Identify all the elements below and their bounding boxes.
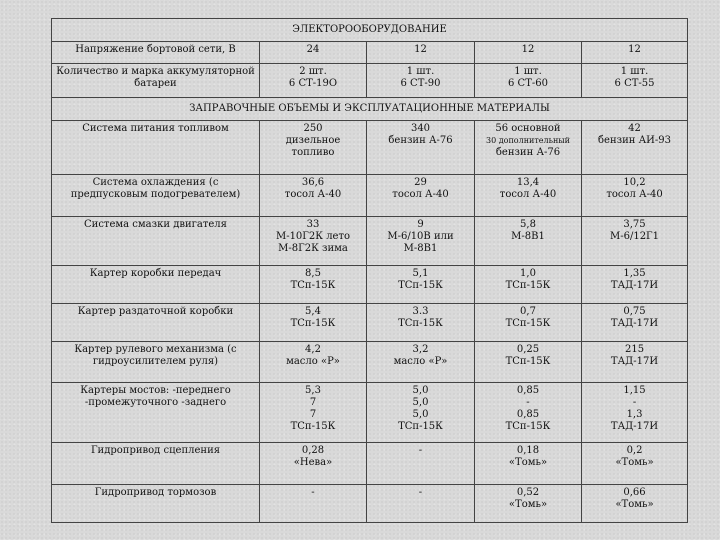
cell-line: 36,6: [301, 177, 325, 188]
cell-line: 24: [306, 44, 320, 55]
row-label: Система питания топливом: [52, 121, 260, 175]
section-title-electrical: ЭЛЕКТОРООБОРУДОВАНИЕ: [52, 19, 688, 42]
table-cell: [582, 42, 688, 64]
table-cell: [582, 64, 688, 98]
cell-line: М-8В1: [403, 243, 438, 254]
table-cell: [260, 175, 367, 217]
cell-line: М-6/10В или: [387, 231, 454, 242]
cell-line: -: [311, 487, 315, 498]
table-cell: [475, 342, 582, 383]
table-cell: [475, 266, 582, 304]
cell-line: 0,52: [516, 487, 540, 498]
cell-line: «Томь»: [508, 457, 548, 468]
table-row: [52, 266, 688, 304]
cell-line: тосол А-40: [606, 189, 663, 200]
cell-line: ТСп-15К: [505, 280, 551, 291]
table-cell: [367, 266, 475, 304]
row-label: Количество и марка аккумуляторной батареи: [52, 64, 260, 98]
table-cell: [260, 64, 367, 98]
table-row: [52, 443, 688, 485]
cell-line: ТАД-17И: [610, 318, 659, 329]
table-cell: [260, 266, 367, 304]
cell-line: 29: [414, 177, 427, 188]
table-cell: [260, 383, 367, 443]
table-cell: [260, 443, 367, 485]
cell-line: 56 основной: [495, 123, 561, 134]
cell-line: ТАД-17И: [610, 421, 659, 432]
table-cell: [475, 42, 582, 64]
cell-line: ТСп-15К: [290, 280, 336, 291]
cell-line: 13,4: [516, 177, 540, 188]
cell-line: 250: [303, 123, 323, 134]
row-label: Система охлаждения (с предпусковым подогревателем): [52, 175, 260, 217]
cell-line: ТСп-15К: [398, 421, 443, 432]
table-row: [52, 342, 688, 383]
cell-line: 42: [628, 123, 641, 134]
table-cell: [367, 342, 475, 383]
table-cell: [582, 383, 688, 443]
cell-line: 12: [628, 44, 641, 55]
table-cell: [582, 175, 688, 217]
cell-line: 3,75: [623, 219, 646, 230]
cell-line: 6 СТ-19О: [288, 78, 338, 89]
cell-line: 1 шт.: [406, 66, 435, 77]
cell-line: М-6/12Г1: [609, 231, 660, 242]
cell-line: ТАД-17И: [610, 356, 659, 367]
table-cell: [367, 443, 475, 485]
table-cell: [260, 217, 367, 266]
spec-table: [51, 18, 688, 523]
table-cell: [367, 64, 475, 98]
table-cell: [367, 383, 475, 443]
cell-line: бензин А-76: [495, 147, 561, 158]
cell-line: 340: [410, 123, 431, 134]
table-cell: [367, 485, 475, 523]
table-cell: [582, 266, 688, 304]
cell-line: 5,0: [412, 397, 429, 408]
cell-line: 6 СТ-60: [508, 78, 548, 89]
cell-line: «Томь»: [615, 499, 654, 510]
cell-line: 3,2: [412, 344, 429, 355]
cell-line: 1 шт.: [514, 66, 542, 77]
table-row: [52, 42, 688, 64]
cell-line: М-8Г2К зима: [278, 243, 348, 254]
cell-line: 33: [306, 219, 320, 230]
cell-line: ТСп-15К: [290, 421, 336, 432]
cell-line: 0,18: [516, 445, 540, 456]
table-row: [52, 64, 688, 98]
cell-line: 0,28: [301, 445, 325, 456]
cell-line: 5,4: [305, 306, 321, 317]
table-cell: [367, 217, 475, 266]
cell-line: -: [526, 397, 530, 408]
cell-line: 0,85: [516, 409, 540, 420]
cell-line: масло «Р»: [393, 356, 448, 367]
cell-line: 2 шт.: [299, 66, 327, 77]
cell-line: 12: [521, 44, 535, 55]
table-cell: [367, 175, 475, 217]
cell-line: дизельное топливо: [285, 135, 341, 158]
cell-line: 10,2: [623, 177, 646, 188]
cell-line: 4,2: [305, 344, 321, 355]
table-cell: [475, 121, 582, 175]
cell-line: ТАД-17И: [610, 280, 659, 291]
cell-line: -: [418, 445, 423, 456]
cell-line: 0,85: [516, 385, 540, 396]
table-cell: [475, 485, 582, 523]
cell-line: бензин АИ-93: [598, 135, 671, 146]
cell-line: 6 СТ-55: [614, 78, 655, 89]
cell-line: ТСп-15К: [290, 318, 336, 329]
table-cell: [367, 304, 475, 342]
cell-line: тосол А-40: [499, 189, 557, 200]
cell-line: «Томь»: [615, 457, 654, 468]
table-row: [52, 121, 688, 175]
cell-line: 12: [414, 44, 427, 55]
cell-line: тосол А-40: [284, 189, 342, 200]
row-label: Картер коробки передач: [52, 266, 260, 304]
table-cell: [475, 443, 582, 485]
table-cell: [475, 64, 582, 98]
cell-line: ТСп-15К: [505, 421, 551, 432]
cell-line: ТСп-15К: [398, 280, 443, 291]
cell-line: 7: [309, 397, 317, 408]
table-cell: [260, 304, 367, 342]
table-row: [52, 304, 688, 342]
table-cell: [260, 485, 367, 523]
cell-line: 215: [624, 344, 645, 355]
cell-line: 7: [309, 409, 317, 420]
section-title-fluids: ЗАПРАВОЧНЫЕ ОБЪЕМЫ И ЭКСПЛУАТАЦИОННЫЕ МАТЕРИАЛЫ: [52, 98, 688, 121]
cell-line: бензин А-76: [388, 135, 453, 146]
cell-line: 1,0: [520, 268, 536, 279]
cell-line: 3.3: [412, 306, 429, 317]
cell-line: -: [632, 397, 637, 408]
cell-line: 0,66: [623, 487, 646, 498]
table-cell: [582, 121, 688, 175]
table-cell: [475, 383, 582, 443]
cell-line: 0,75: [623, 306, 646, 317]
cell-line: ТСп-15К: [505, 356, 551, 367]
table-cell: [582, 342, 688, 383]
cell-line: М-10Г2К лето: [275, 231, 351, 242]
cell-line: тосол А-40: [392, 189, 449, 200]
row-label: Картер раздаточной коробки: [52, 304, 260, 342]
cell-line: 9: [417, 219, 424, 230]
table-cell: [475, 217, 582, 266]
cell-line: 0,7: [520, 306, 536, 317]
table-cell: [367, 121, 475, 175]
row-label: Система смазки двигателя: [52, 217, 260, 266]
cell-line: 1,3: [626, 409, 643, 420]
cell-line: 5,8: [520, 219, 536, 230]
cell-line: 5,0: [412, 409, 429, 420]
cell-line: масло «Р»: [286, 356, 340, 367]
row-label: Гидропривод тормозов: [52, 485, 260, 523]
cell-line: 0,25: [516, 344, 540, 355]
table-cell: [475, 175, 582, 217]
cell-line: 6 СТ-90: [400, 78, 441, 89]
table-cell: [475, 304, 582, 342]
cell-line: 1 шт.: [620, 66, 649, 77]
cell-line: 5,0: [412, 385, 429, 396]
cell-line: 1,35: [623, 268, 646, 279]
table-cell: [582, 485, 688, 523]
table-row: [52, 383, 688, 443]
row-label: Напряжение бортовой сети, В: [52, 42, 260, 64]
table-row: [52, 175, 688, 217]
table-cell: [367, 42, 475, 64]
table-cell: [582, 443, 688, 485]
cell-line: «Нева»: [293, 457, 333, 468]
table-cell: [582, 217, 688, 266]
row-label: Картеры мостов: -переднего -промежуточного -заднего: [52, 383, 260, 443]
row-label: Картер рулевого механизма (с гидроусилителем руля): [52, 342, 260, 383]
cell-line: 5,3: [305, 385, 321, 396]
table-cell: [260, 42, 367, 64]
cell-line: ТСп-15К: [505, 318, 551, 329]
cell-line: 8,5: [305, 268, 321, 279]
cell-line: -: [418, 487, 423, 498]
table-cell: [260, 342, 367, 383]
cell-line: 1,15: [623, 385, 646, 396]
cell-line: 30 дополнительный: [486, 136, 570, 145]
table-row: [52, 485, 688, 523]
cell-line: 0,2: [626, 445, 643, 456]
table-cell: [582, 304, 688, 342]
cell-line: «Томь»: [508, 499, 548, 510]
row-label: Гидропривод сцепления: [52, 443, 260, 485]
table-cell: [260, 121, 367, 175]
cell-line: 5,1: [412, 268, 429, 279]
table-row: [52, 217, 688, 266]
cell-line: М-8В1: [511, 231, 545, 242]
cell-line: ТСп-15К: [398, 318, 443, 329]
